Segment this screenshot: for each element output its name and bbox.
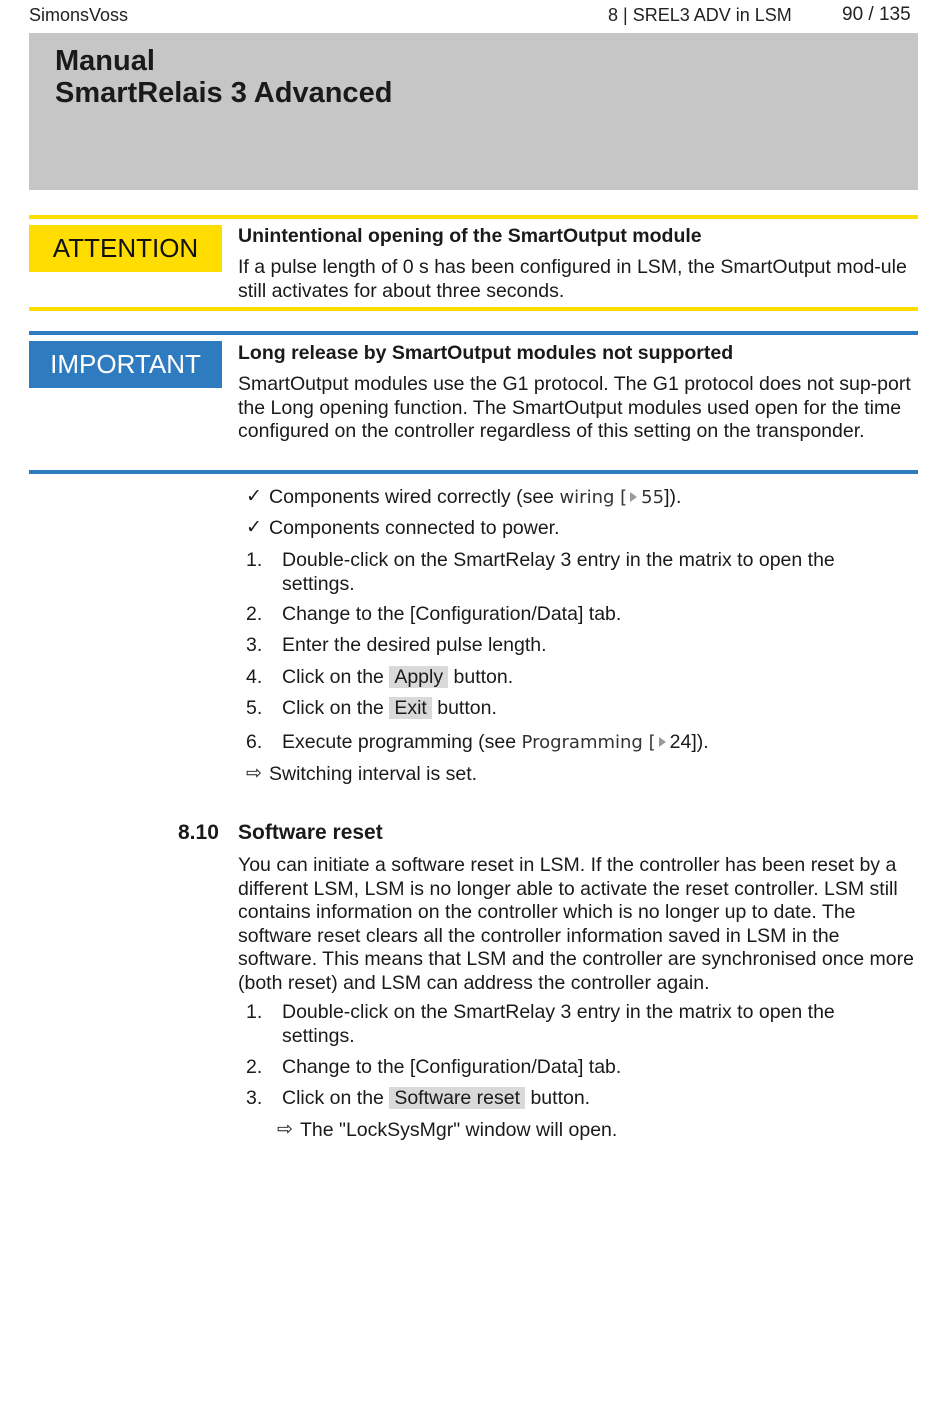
step-text-after: button. [448, 666, 514, 688]
programming-page-ref[interactable]: 24 [669, 731, 692, 753]
check-icon: ✓ [246, 486, 262, 507]
manual-title-line1: Manual [55, 45, 155, 77]
section-title: Software reset [238, 821, 383, 844]
prereq-power: Components connected to power. [269, 517, 560, 539]
step-number: 5. [246, 697, 263, 719]
step-text: Double-click on the SmartRelay 3 entry in the matrix to open the settings. [282, 1001, 835, 1047]
attention-top-rule [29, 215, 918, 219]
result-text: Switching interval is set. [269, 763, 478, 785]
programming-ref-close: ]). [691, 731, 709, 753]
wiring-ref-open: [ [614, 487, 628, 508]
section-number: 8.10 [178, 821, 219, 844]
step-number: 2. [246, 1056, 263, 1078]
step-text [282, 1087, 882, 1111]
check-icon: ✓ [246, 517, 262, 538]
step-text: Enter the desired pulse length. [282, 634, 547, 656]
important-top-rule [29, 331, 918, 335]
manual-title-line2: SmartRelais 3 Advanced [55, 77, 393, 109]
important-text: SmartOutput modules use the G1 protocol. The G1 protocol does not sup-port the Long opening function. The SmartOutput modules used open for the time configured on the controller regardless of this setting on the transponder. [238, 373, 911, 442]
step-text: Change to the [Configuration/Data] tab. [282, 1056, 622, 1078]
programming-link[interactable]: Programming [521, 732, 643, 753]
step-number: 3. [246, 634, 263, 656]
result-arrow-icon: ⇨ [277, 1119, 293, 1140]
result-arrow-icon: ⇨ [246, 763, 262, 784]
wiring-ref-close: ]). [664, 486, 682, 508]
page-number: 90 / 135 [842, 4, 911, 25]
manual-title [55, 45, 392, 109]
prereq-wiring-text: Components wired correctly (see [269, 486, 560, 508]
attention-title: Unintentional opening of the SmartOutput module [238, 225, 702, 247]
section-body: You can initiate a software reset in LSM. If the controller has been reset by a different LSM, LSM is no longer able to activate the reset controller. LSM still contains information on the controller which is no longer up to date. The software reset clears all the controller information saved in LSM in the software. This means that LSM and the controller are synchronised once more (both reset) and LSM can address the controller again. [238, 854, 914, 994]
software-reset-button[interactable]: Software reset [389, 1087, 525, 1109]
attention-bottom-rule [29, 307, 918, 311]
step-text-before: Click on the [282, 1087, 390, 1109]
manual-banner [29, 33, 918, 190]
step-text-before: Execute programming (see [282, 731, 522, 753]
apply-button[interactable]: Apply [389, 666, 448, 688]
step-text [282, 731, 882, 755]
step-text [282, 697, 882, 721]
attention-label: ATTENTION [29, 225, 222, 272]
step-text-before: Click on the [282, 666, 390, 688]
exit-button[interactable]: Exit [389, 697, 432, 719]
step-text: Change to the [Configuration/Data] tab. [282, 603, 622, 625]
step-text-before: Click on the [282, 697, 390, 719]
step-number: 1. [246, 549, 263, 571]
attention-text: If a pulse length of 0 s has been configured in LSM, the SmartOutput mod-ule still activates for about three seconds. [238, 256, 907, 302]
page-ref-icon [630, 492, 637, 502]
important-title: Long release by SmartOutput modules not supported [238, 342, 734, 364]
step-number: 6. [246, 731, 263, 753]
step-text-after: button. [525, 1087, 591, 1109]
step-number: 4. [246, 666, 263, 688]
step-number: 3. [246, 1087, 263, 1109]
wiring-link[interactable]: wiring [559, 487, 615, 508]
important-bottom-rule [29, 470, 918, 474]
result-text: The "LockSysMgr" window will open. [300, 1119, 618, 1141]
chapter-title: 8 | SREL3 ADV in LSM [608, 5, 792, 25]
prereq-wiring [269, 486, 681, 510]
step-text [282, 666, 882, 690]
brand-name: SimonsVoss [29, 5, 129, 25]
page-ref-icon [659, 737, 666, 747]
wiring-page-ref[interactable]: 55 [641, 487, 665, 508]
step-number: 1. [246, 1001, 263, 1023]
programming-ref-open: [ [642, 732, 656, 753]
important-label: IMPORTANT [29, 341, 222, 388]
step-number: 2. [246, 603, 263, 625]
step-text: Double-click on the SmartRelay 3 entry in the matrix to open the settings. [282, 549, 835, 595]
step-text-after: button. [431, 697, 497, 719]
